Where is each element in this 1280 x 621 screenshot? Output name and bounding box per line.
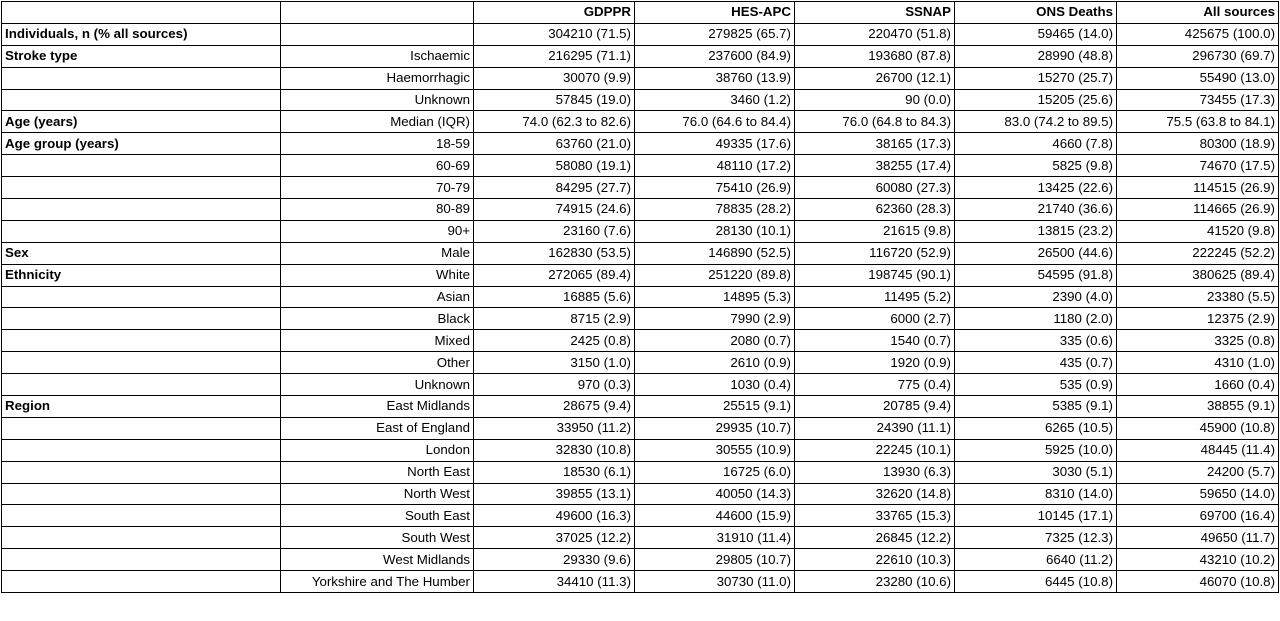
row-group-label — [2, 483, 281, 505]
data-cell: 40050 (14.3) — [635, 483, 795, 505]
data-cell: 20785 (9.4) — [795, 396, 955, 418]
data-cell: 38165 (17.3) — [795, 133, 955, 155]
table-row — [2, 330, 1279, 352]
table-row — [2, 439, 1279, 461]
header-cell — [2, 2, 281, 24]
data-cell: 15205 (25.6) — [955, 89, 1117, 111]
data-cell: 30070 (9.9) — [474, 67, 635, 89]
row-category-label: North West — [281, 483, 474, 505]
row-category-label: White — [281, 264, 474, 286]
data-cell: 75410 (26.9) — [635, 177, 795, 199]
table-row — [2, 264, 1279, 286]
data-cell: 46070 (10.8) — [1117, 571, 1279, 593]
data-cell: 37025 (12.2) — [474, 527, 635, 549]
row-group-label — [2, 352, 281, 374]
row-category-label: London — [281, 439, 474, 461]
data-cell: 18530 (6.1) — [474, 461, 635, 483]
data-cell: 13930 (6.3) — [795, 461, 955, 483]
table-body — [2, 23, 1279, 592]
row-group-label: Ethnicity — [2, 264, 281, 286]
data-cell: 33950 (11.2) — [474, 417, 635, 439]
data-cell: 535 (0.9) — [955, 374, 1117, 396]
header-cell: SSNAP — [795, 2, 955, 24]
data-cell: 29805 (10.7) — [635, 549, 795, 571]
header-cell — [281, 2, 474, 24]
data-cell: 1030 (0.4) — [635, 374, 795, 396]
data-cell: 48110 (17.2) — [635, 155, 795, 177]
row-category-label: Median (IQR) — [281, 111, 474, 133]
data-cell: 6265 (10.5) — [955, 417, 1117, 439]
data-cell: 2390 (4.0) — [955, 286, 1117, 308]
table-row — [2, 199, 1279, 221]
data-cell: 80300 (18.9) — [1117, 133, 1279, 155]
row-category-label — [281, 23, 474, 45]
data-cell: 5825 (9.8) — [955, 155, 1117, 177]
data-cell: 57845 (19.0) — [474, 89, 635, 111]
data-cell: 26700 (12.1) — [795, 67, 955, 89]
table-row — [2, 23, 1279, 45]
data-cell: 83.0 (74.2 to 89.5) — [955, 111, 1117, 133]
data-cell: 3325 (0.8) — [1117, 330, 1279, 352]
table-row — [2, 242, 1279, 264]
table-row — [2, 177, 1279, 199]
row-category-label: West Midlands — [281, 549, 474, 571]
row-group-label — [2, 505, 281, 527]
data-cell: 30555 (10.9) — [635, 439, 795, 461]
table-row — [2, 352, 1279, 374]
data-cell: 21740 (36.6) — [955, 199, 1117, 221]
data-cell: 6445 (10.8) — [955, 571, 1117, 593]
row-category-label: 70-79 — [281, 177, 474, 199]
data-cell: 775 (0.4) — [795, 374, 955, 396]
data-cell: 3150 (1.0) — [474, 352, 635, 374]
table-row — [2, 417, 1279, 439]
data-cell: 62360 (28.3) — [795, 199, 955, 221]
table-row — [2, 45, 1279, 67]
data-cell: 222245 (52.2) — [1117, 242, 1279, 264]
data-cell: 10145 (17.1) — [955, 505, 1117, 527]
row-category-label: Unknown — [281, 374, 474, 396]
row-group-label: Stroke type — [2, 45, 281, 67]
data-cell: 3460 (1.2) — [635, 89, 795, 111]
row-group-label — [2, 439, 281, 461]
data-cell: 55490 (13.0) — [1117, 67, 1279, 89]
data-cell: 8715 (2.9) — [474, 308, 635, 330]
row-group-label — [2, 461, 281, 483]
row-category-label: Asian — [281, 286, 474, 308]
data-cell: 7990 (2.9) — [635, 308, 795, 330]
data-cell: 84295 (27.7) — [474, 177, 635, 199]
header-row — [2, 2, 1279, 24]
data-cell: 1660 (0.4) — [1117, 374, 1279, 396]
row-group-label — [2, 89, 281, 111]
row-category-label: South West — [281, 527, 474, 549]
data-cell: 38255 (17.4) — [795, 155, 955, 177]
data-cell: 425675 (100.0) — [1117, 23, 1279, 45]
row-group-label — [2, 177, 281, 199]
data-cell: 39855 (13.1) — [474, 483, 635, 505]
data-cell: 76.0 (64.8 to 84.3) — [795, 111, 955, 133]
data-cell: 29330 (9.6) — [474, 549, 635, 571]
row-category-label: Ischaemic — [281, 45, 474, 67]
data-cell: 116720 (52.9) — [795, 242, 955, 264]
data-cell: 31910 (11.4) — [635, 527, 795, 549]
data-cell: 25515 (9.1) — [635, 396, 795, 418]
row-category-label: Mixed — [281, 330, 474, 352]
header-cell: HES-APC — [635, 2, 795, 24]
data-cell: 335 (0.6) — [955, 330, 1117, 352]
table-row — [2, 527, 1279, 549]
row-group-label: Region — [2, 396, 281, 418]
data-cell: 198745 (90.1) — [795, 264, 955, 286]
data-cell: 74.0 (62.3 to 82.6) — [474, 111, 635, 133]
table-row — [2, 483, 1279, 505]
row-group-label — [2, 417, 281, 439]
row-group-label — [2, 67, 281, 89]
row-category-label: Black — [281, 308, 474, 330]
table-row — [2, 571, 1279, 593]
table-row — [2, 89, 1279, 111]
data-cell: 44600 (15.9) — [635, 505, 795, 527]
data-cell: 76.0 (64.6 to 84.4) — [635, 111, 795, 133]
row-group-label — [2, 308, 281, 330]
data-cell: 59650 (14.0) — [1117, 483, 1279, 505]
data-cell: 74670 (17.5) — [1117, 155, 1279, 177]
data-cell: 193680 (87.8) — [795, 45, 955, 67]
data-cell: 32620 (14.8) — [795, 483, 955, 505]
row-category-label: Male — [281, 242, 474, 264]
data-cell: 1540 (0.7) — [795, 330, 955, 352]
table-row — [2, 286, 1279, 308]
row-group-label: Age (years) — [2, 111, 281, 133]
row-category-label: East Midlands — [281, 396, 474, 418]
data-cell: 272065 (89.4) — [474, 264, 635, 286]
data-cell: 28990 (48.8) — [955, 45, 1117, 67]
data-cell: 304210 (71.5) — [474, 23, 635, 45]
data-cell: 28130 (10.1) — [635, 220, 795, 242]
table-row — [2, 111, 1279, 133]
data-cell: 28675 (9.4) — [474, 396, 635, 418]
data-cell: 69700 (16.4) — [1117, 505, 1279, 527]
row-category-label: Haemorrhagic — [281, 67, 474, 89]
data-cell: 73455 (17.3) — [1117, 89, 1279, 111]
data-cell: 6640 (11.2) — [955, 549, 1117, 571]
data-cell: 237600 (84.9) — [635, 45, 795, 67]
data-cell: 13815 (23.2) — [955, 220, 1117, 242]
data-cell: 78835 (28.2) — [635, 199, 795, 221]
row-group-label — [2, 571, 281, 593]
data-cell: 380625 (89.4) — [1117, 264, 1279, 286]
data-cell: 2080 (0.7) — [635, 330, 795, 352]
row-group-label — [2, 330, 281, 352]
data-cell: 7325 (12.3) — [955, 527, 1117, 549]
header-cell: GDPPR — [474, 2, 635, 24]
row-group-label: Age group (years) — [2, 133, 281, 155]
data-cell: 63760 (21.0) — [474, 133, 635, 155]
data-cell: 22245 (10.1) — [795, 439, 955, 461]
data-cell: 34410 (11.3) — [474, 571, 635, 593]
data-cell: 2425 (0.8) — [474, 330, 635, 352]
data-cell: 296730 (69.7) — [1117, 45, 1279, 67]
data-cell: 15270 (25.7) — [955, 67, 1117, 89]
table-row — [2, 461, 1279, 483]
data-cell: 48445 (11.4) — [1117, 439, 1279, 461]
data-cell: 26845 (12.2) — [795, 527, 955, 549]
stroke-sources-table — [1, 1, 1279, 593]
data-cell: 60080 (27.3) — [795, 177, 955, 199]
header-cell: All sources — [1117, 2, 1279, 24]
data-cell: 216295 (71.1) — [474, 45, 635, 67]
data-cell: 8310 (14.0) — [955, 483, 1117, 505]
row-category-label: 80-89 — [281, 199, 474, 221]
row-category-label: 60-69 — [281, 155, 474, 177]
data-cell: 29935 (10.7) — [635, 417, 795, 439]
row-category-label: South East — [281, 505, 474, 527]
table-row — [2, 155, 1279, 177]
table-row — [2, 133, 1279, 155]
data-cell: 3030 (5.1) — [955, 461, 1117, 483]
row-category-label: Unknown — [281, 89, 474, 111]
data-cell: 49650 (11.7) — [1117, 527, 1279, 549]
data-cell: 114515 (26.9) — [1117, 177, 1279, 199]
data-cell: 14895 (5.3) — [635, 286, 795, 308]
data-cell: 2610 (0.9) — [635, 352, 795, 374]
row-group-label — [2, 220, 281, 242]
data-cell: 5925 (10.0) — [955, 439, 1117, 461]
data-cell: 49600 (16.3) — [474, 505, 635, 527]
data-cell: 30730 (11.0) — [635, 571, 795, 593]
data-cell: 5385 (9.1) — [955, 396, 1117, 418]
data-cell: 59465 (14.0) — [955, 23, 1117, 45]
row-category-label: 18-59 — [281, 133, 474, 155]
data-cell: 1180 (2.0) — [955, 308, 1117, 330]
data-cell: 38760 (13.9) — [635, 67, 795, 89]
data-cell: 24200 (5.7) — [1117, 461, 1279, 483]
row-group-label — [2, 199, 281, 221]
table-row — [2, 505, 1279, 527]
row-group-label — [2, 286, 281, 308]
data-cell: 58080 (19.1) — [474, 155, 635, 177]
data-cell: 32830 (10.8) — [474, 439, 635, 461]
data-cell: 33765 (15.3) — [795, 505, 955, 527]
table-row — [2, 374, 1279, 396]
data-cell: 6000 (2.7) — [795, 308, 955, 330]
data-cell: 43210 (10.2) — [1117, 549, 1279, 571]
row-group-label: Sex — [2, 242, 281, 264]
data-cell: 54595 (91.8) — [955, 264, 1117, 286]
data-cell: 23280 (10.6) — [795, 571, 955, 593]
data-cell: 38855 (9.1) — [1117, 396, 1279, 418]
data-cell: 12375 (2.9) — [1117, 308, 1279, 330]
data-cell: 45900 (10.8) — [1117, 417, 1279, 439]
data-cell: 162830 (53.5) — [474, 242, 635, 264]
data-cell: 4310 (1.0) — [1117, 352, 1279, 374]
row-category-label: East of England — [281, 417, 474, 439]
row-category-label: Other — [281, 352, 474, 374]
row-group-label: Individuals, n (% all sources) — [2, 23, 281, 45]
table-row — [2, 549, 1279, 571]
data-cell: 26500 (44.6) — [955, 242, 1117, 264]
data-cell: 16725 (6.0) — [635, 461, 795, 483]
row-group-label — [2, 549, 281, 571]
data-cell: 1920 (0.9) — [795, 352, 955, 374]
data-cell: 74915 (24.6) — [474, 199, 635, 221]
row-group-label — [2, 374, 281, 396]
data-cell: 11495 (5.2) — [795, 286, 955, 308]
table-row — [2, 396, 1279, 418]
data-cell: 23380 (5.5) — [1117, 286, 1279, 308]
data-cell: 16885 (5.6) — [474, 286, 635, 308]
data-cell: 90 (0.0) — [795, 89, 955, 111]
data-cell: 970 (0.3) — [474, 374, 635, 396]
row-group-label — [2, 527, 281, 549]
row-group-label — [2, 155, 281, 177]
header-cell: ONS Deaths — [955, 2, 1117, 24]
data-cell: 4660 (7.8) — [955, 133, 1117, 155]
data-cell: 23160 (7.6) — [474, 220, 635, 242]
row-category-label: North East — [281, 461, 474, 483]
data-cell: 22610 (10.3) — [795, 549, 955, 571]
data-cell: 13425 (22.6) — [955, 177, 1117, 199]
data-cell: 114665 (26.9) — [1117, 199, 1279, 221]
data-cell: 220470 (51.8) — [795, 23, 955, 45]
table-row — [2, 308, 1279, 330]
data-cell: 146890 (52.5) — [635, 242, 795, 264]
row-category-label: Yorkshire and The Humber — [281, 571, 474, 593]
data-cell: 49335 (17.6) — [635, 133, 795, 155]
data-cell: 435 (0.7) — [955, 352, 1117, 374]
data-cell: 21615 (9.8) — [795, 220, 955, 242]
table-row — [2, 220, 1279, 242]
data-cell: 41520 (9.8) — [1117, 220, 1279, 242]
row-category-label: 90+ — [281, 220, 474, 242]
data-cell: 24390 (11.1) — [795, 417, 955, 439]
data-cell: 251220 (89.8) — [635, 264, 795, 286]
data-cell: 75.5 (63.8 to 84.1) — [1117, 111, 1279, 133]
data-cell: 279825 (65.7) — [635, 23, 795, 45]
table-row — [2, 67, 1279, 89]
